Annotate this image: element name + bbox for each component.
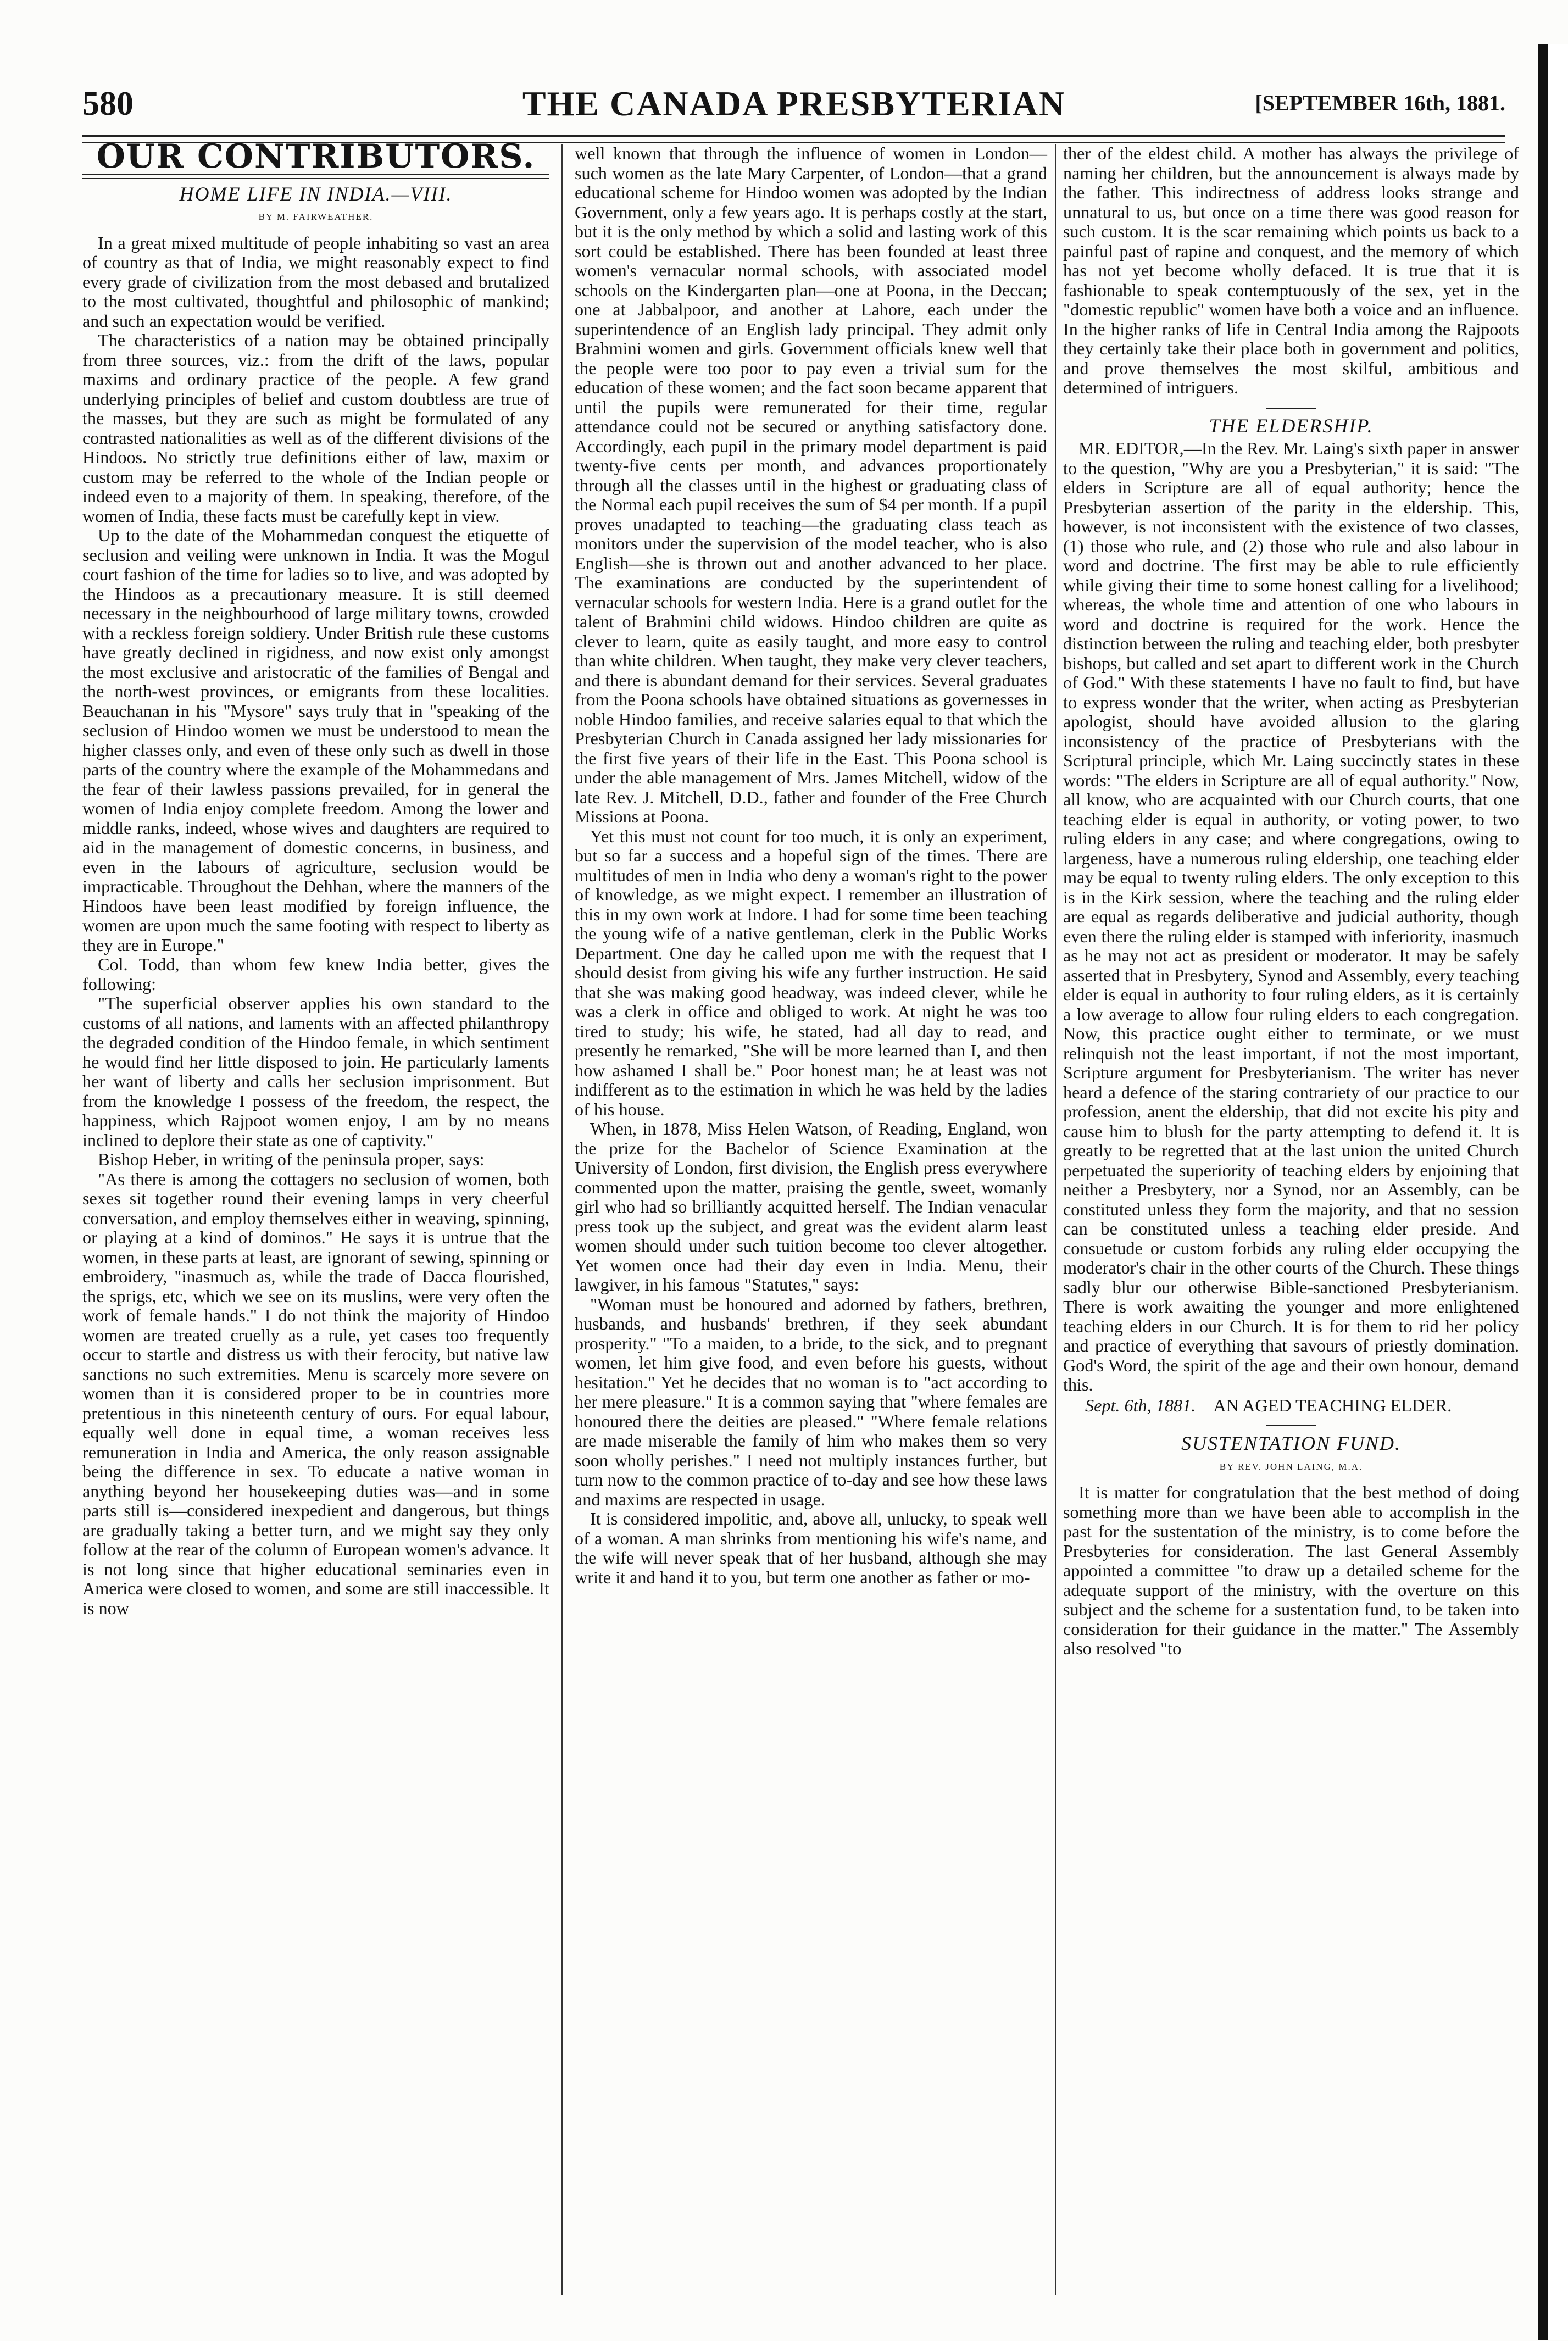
article-paragraph: It is matter for congratulation that the best method of doing something more than we have been able to accomplish in the past for the sustentation of the ministry, is to come before the Presbyteries for consideration. The last General Assembly appointed a committee "to draw up a detailed scheme for the adequate support of the ministry, with the overture on this subject and the scheme for a sustentation fund, to be taken into consideration for their guidance in the matter." The Assembly also resolved "to xyxy=(1063,1482,1519,1658)
article-separator xyxy=(1266,408,1316,409)
letter-signature xyxy=(1063,1396,1519,1416)
article-paragraph: Up to the date of the Mohammedan conquest the etiquette of seclusion and veiling were unknown in India. It was the Mogul court fashion of the time for ladies so to live, and was adopted by the Hindoos as a precautionary measure. It is still deemed necessary in the neighbourhood of large military towns, crowded with a reckless foreign soldiery. Under British rule these customs have greatly declined in rigidness, and now exist only amongst the most exclusive and aristocratic of the families of Bengal and the north-west provinces, or emigrants from these localities. Beauchanan in his "Mysore" says truly that in "speaking of the seclusion of Hindoo women we must be understood to mean the higher classes only, and even of these only such as dwell in those parts of the country where the example of the Mohammedans and the fear of their lawless passions prevailed, for in general the women of India enjoy complete freedom. Among the lower and middle ranks, indeed, whose wives and daughters are required to aid in the management of domestic concerns, in business, and even in the labours of agriculture, seclusion would be impracticable. Throughout the Dehhan, where the manners of the Hindoos have been least modified by foreign influence, the women are upon much the same footing with respect to liberty as they are in Europe." xyxy=(82,525,549,955)
article-paragraph: ther of the eldest child. A mother has always the privilege of naming her children, but the announcement is always made by the father. This indirectness of address looks strange and unnatural to us, but once on a time there was good reason for such custom. It is the scar remaining which points us back to a painful past of rapine and conquest, and the memory of which has not yet become wholly defaced. It is true that it is fashionable to speak contemptuously of the sex, yet in the "domestic republic" women have both a voice and an influence. In the higher ranks of life in Central India among the Rajpoots they certainly take their place both in government and politics, and prove themselves the most skilful, ambitious and determined of intriguers. xyxy=(1063,143,1519,397)
article-paragraph: It is considered impolitic, and, above all, unlucky, to speak well of a woman. A man shrinks from mentioning his wife's name, and the wife will never speak that of her husband, although she may write it and hand it to you, but term one another as father or mo- xyxy=(575,1509,1047,1587)
article-paragraph: The characteristics of a nation may be obtained principally from three sources, viz.: from the drift of the laws, popular maxims and ordinary practice of the people. A few grand underlying principles of belief and custom doubtless are true of the masses, but they are such as might be formulated of any contrasted nationalities as well as of the different divisions of the Hindoos. No strictly true definitions either of law, maxim or custom may be referred to the whole of the Indian people or indeed even to a majority of them. In speaking, therefore, of the women of India, these facts must be carefully kept in view. xyxy=(82,330,549,526)
column-3 xyxy=(1063,144,1519,1659)
article-title: HOME LIFE IN INDIA.—VIII. xyxy=(179,182,453,205)
column-divider xyxy=(561,144,563,2295)
article-paragraph: well known that through the influence of women in London—such women as the late Mary Carpenter, of London—that a grand educational scheme for Hindoo women was adopted by the Indian Government, only a few years ago. It is perhaps costly at the start, but it is the only method by which a solid and lasting work of this sort could be established. There has been founded at least three women's vernacular normal schools, with associated model schools on the Kindergarten plan—one at Poona, in the Deccan; one at Jabbalpoor, and another at Lahore, each under the superintendence of an English lady principal. They admit only Brahmini women and girls. Government officials knew well that the people were too poor to pay even a trivial sum for the education of these women; and the fact soon became apparent that until the pupils were remunerated for their time, regular attendance could not be secured or anything satisfactory done. Accordingly, each pupil in the primary model department is paid twenty-five cents per month, and advances proportionately through all the classes until in the highest or graduating class of the Normal each pupil receives the sum of $4 per month. If a pupil proves unadapted to teaching—the graduating class teach as monitors under the supervision of the model teacher, who is also English—she is thrown out and another advanced to her place. The examinations are conducted by the superintendent of vernacular schools for western India. Here is a grand outlet for the talent of Brahmini child widows. Hindoo children are quite as clever to learn, quite as easily taught, and more easy to control than white children. When taught, they make very clever teachers, and there is abundant demand for their services. Several graduates from the Poona schools have obtained situations as governesses in noble Hindoo families, and receive salaries equal to that which the Presbyterian Church in Canada assigned her lady missionaries for the first five years of their life in the East. This Poona school is under the able management of Mrs. James Mitchell, widow of the late Rev. J. Mitchell, D.D., father and founder of the Free Church Missions at Poona. xyxy=(575,143,1047,826)
eldership-title: THE ELDERSHIP. xyxy=(1209,414,1374,437)
journal-title: THE CANADA PRESBYTERIAN xyxy=(522,84,1066,123)
article-paragraph: Bishop Heber, in writing of the peninsula proper, says: xyxy=(98,1149,485,1169)
article-quote: "The superficial observer applies his own standard to the customs of all nations, and laments with an affected philanthropy the degraded condition of the Hindoo female, in which sentiment he would find her little disposed to join. He particularly laments her want of liberty and calls her seclusion imprisonment. But from the knowledge I possess of the freedom, the respect, the happiness, which Rajpoot women enjoy, I am by no means inclined to deplore their state as one of captivity." xyxy=(82,993,549,1150)
article-quote: "Woman must be honoured and adorned by fathers, brethren, husbands, and husbands' brethren, if they seek abundant prosperity." "To a maiden, to a bride, to the sick, and to pregnant women, let him give food, and even before his guests, without hesitation." Yet he decides that no woman is to "act according to her mere pleasure." It is a common saying that "where females are honoured there the deities are pleased." "Where female relations are made miserable the family of him who makes them so very soon wholly perishes." I need not multiply instances further, but turn now to the common practice of to-day and see how these laws and maxims are respected in usage. xyxy=(575,1294,1047,1509)
article-paragraph: In a great mixed multitude of people inhabiting so vast an area of country as that of India, we might reasonably expect to find every grade of civilization from the most debased and brutalized to the most cultivated, thoughtful and philosophic of mankind; and such an expectation would be verified. xyxy=(82,232,549,331)
masthead xyxy=(82,82,1505,126)
letter-paragraph: MR. EDITOR,—In the Rev. Mr. Laing's sixth paper in answer to the question, "Why are you a Presbyterian," it is said: "The elders in Scripture are all of equal authority; hence the Presbyterian assertion of the parity in the eldership. This, however, is not inconsistent with the existence of two classes, (1) those who rule, and (2) those who rule and also labour in word and doctrine. The first may be able to rule efficiently while giving their time to some honest calling for a livelihood; whereas, the whole time and attention of one who labours in word and doctrine is required for the work. Hence the distinction between the ruling and teaching elder, both presbyter bishops, but called and set apart to different work in the Church of God." With these statements I have no fault to find, but have to express wonder that the writer, when acting as Presbyterian apologist, should have avoided allusion to the glaring inconsistency of the practice of Presbyterians with the Scriptural principle, which Mr. Laing succinctly states in these words: "The elders in Scripture are all of equal authority." Now, all know, who are acquainted with our Church courts, that one teaching elder is equal in authority, or voting power, to two ruling elders in any case; and where congregations, owing to largeness, have a numerous ruling eldership, one teaching elder may be equal to twenty ruling elders. The only exception to this is in the Kirk session, where the teaching and the ruling elder are equal as regards deliberative and judicial authority, though even there the ruling elder is stamped with inferiority, inasmuch as he may not act as president or moderator. It may be safely asserted that in Presbytery, Synod and Assembly, every teaching elder is equal in authority to four ruling elders, as it is certainly a low average to allow four ruling elders to each congregation. Now, this practice ought either to terminate, or we must relinquish not the least important, if not the most important, Scripture argument for Presbyterianism. The writer has never heard a defence of the staring contrariety of our practice to our profession, anent the eldership, that did not excite his pity and cause him to blush for the party attempting to defend it. It is greatly to be regretted that at the last union the united Church perpetuated the superiority of teaching elders by enjoining that neither a Presbytery, nor a Synod, nor an Assembly, can be constituted unless they form the majority, and that no session can be constituted unless a teaching elder preside. And consuetude or custom forbids any ruling elder occupying the moderator's chair in the other courts of the Church. These things sadly blur our otherwise Bible-sanctioned Presbyterianism. There is work awaiting the younger and more enlightened teaching elders in our Church. It is for them to rid her policy and practice of everything that savours of priestly domination. God's Word, the spirit of the age and their own honour, demand this. xyxy=(1063,438,1519,1394)
article-separator xyxy=(1266,1425,1316,1426)
issue-date: [SEPTEMBER 16th, 1881. xyxy=(1255,91,1505,115)
sustentation-title: SUSTENTATION FUND. xyxy=(1181,1432,1402,1454)
page-number: 580 xyxy=(82,85,134,123)
article-byline: BY M. FAIRWEATHER. xyxy=(258,212,374,222)
column-divider xyxy=(1055,144,1056,2295)
article-quote: "As there is among the cottagers no seclusion of women, both sexes sit together round their evening lamps in very cheerful conversation, and employ themselves either in weaving, spinning, or playing at a kind of dominos." He says it is untrue that the women, in these parts at least, are ignorant of sewing, spinning or embroidery, "inasmuch as, while the trade of Dacca flourished, the sprigs, etc, which we see on its muslins, were very often the work of female hands." I do not think the majority of Hindoo women are treated cruelly as a rule, yet cases too frequently occur to startle and distress us with their ferocity, but native law sanctions no such extremities. Menu is scarcely more severe on women than it is considered proper to be in countries more pretentious in this nineteenth century of ours. For equal labour, equally well done in equal time, a woman receives less remuneration in India and America, the only reason assignable being the difference in sex. To educate a native woman in anything beyond her housekeeping duties was—and in some parts still is—considered inexpedient and dangerous, but things are gradually taking a better turn, and we might say they only follow at the rear of the column of European women's advance. It is not long since that higher educational seminaries even in America were closed to women, and some are still inaccessible. It is now xyxy=(82,1169,549,1618)
adjacent-page-edge xyxy=(1538,44,1568,2340)
letter-date: Sept. 6th, 1881. xyxy=(1085,1395,1196,1415)
article-paragraph: Col. Todd, than whom few knew India better, gives the following: xyxy=(82,954,549,994)
letter-author: AN AGED TEACHING ELDER. xyxy=(1213,1395,1452,1415)
article-paragraph: When, in 1878, Miss Helen Watson, of Reading, England, won the prize for the Bachelor of Science Examination at the University of London, first division, the English press everywhere commented upon the matter, praising the gentle, sweet, womanly girl who had so brilliantly acquitted herself. The Indian venacular press took up the subject, and great was the evident alarm least women should under such tuition become too clever altogether. Yet women once had their day even in India. Menu, their lawgiver, in his famous "Statutes," says: xyxy=(575,1119,1047,1294)
column-2 xyxy=(575,144,1047,1587)
column-1 xyxy=(82,137,549,1618)
article-paragraph: Yet this must not count for too much, it is only an experiment, but so far a success and a hopeful sign of the times. There are multitudes of men in India who deny a woman's right to the power of knowledge, as we might expect. I remember an illustration of this in my own work at Indore. I had for some time been teaching the young wife of a native gentleman, clerk in the Public Works Department. One day he called upon me with the request that I should desist from giving his wife any further instruction. He said that she was making good headway, was indeed clever, while he was a clerk in office and obliged to work. At night he was too tired to study; his wife, he stated, had all day to read, and presently he remarked, "She will be more learned than I, and then how ashamed I shall be." Poor honest man; he at least was not indifferent as to the estimation in which he was held by the ladies of his house. xyxy=(575,826,1047,1119)
section-heading: OUR CONTRIBUTORS. xyxy=(96,137,536,176)
sustentation-byline: BY REV. JOHN LAING, M.A. xyxy=(1219,1461,1363,1472)
